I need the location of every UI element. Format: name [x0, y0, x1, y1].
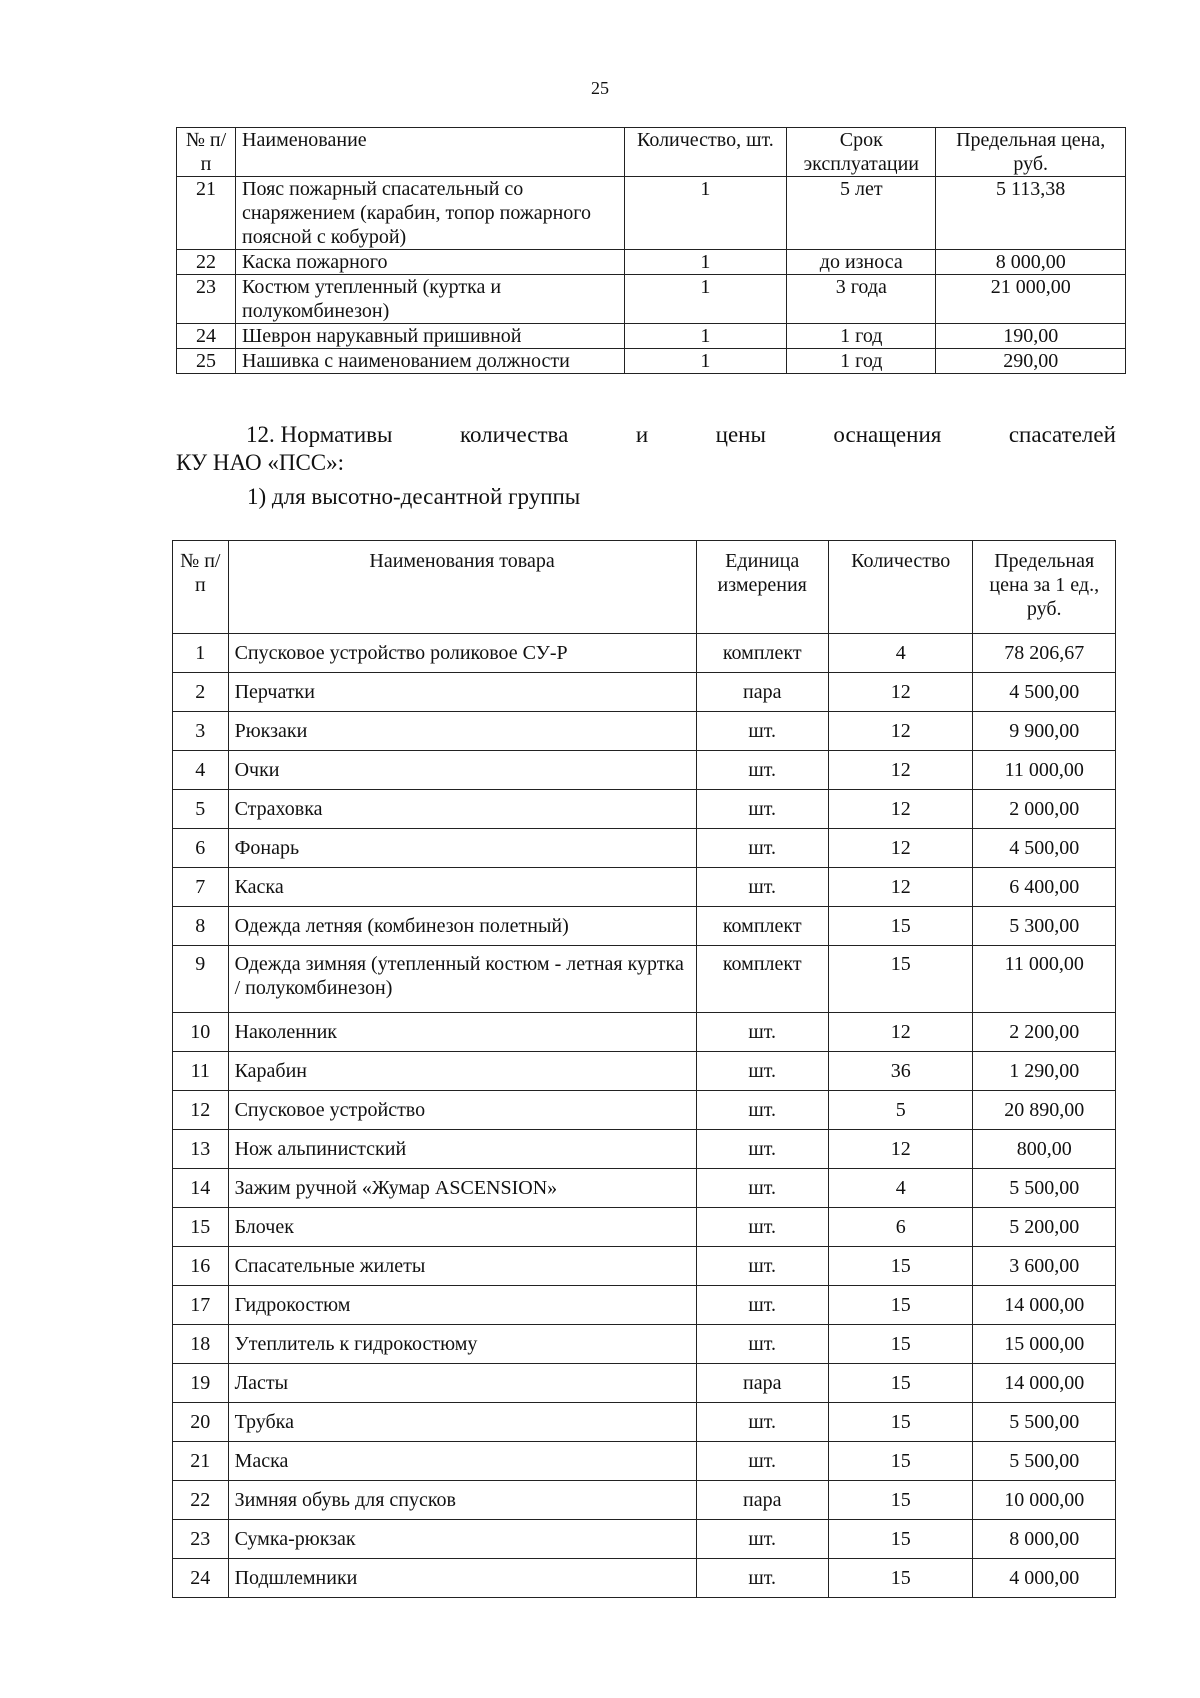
cell-price: 2 000,00 — [973, 790, 1116, 829]
cell-price: 8 000,00 — [936, 250, 1126, 275]
cell-price: 10 000,00 — [973, 1481, 1116, 1520]
table-row — [173, 1520, 1116, 1559]
cell-price: 2 200,00 — [973, 1013, 1116, 1052]
cell-name: Одежда зимняя (утепленный костюм - летная куртка / полукомбинезон) — [228, 946, 696, 1013]
table-row — [177, 324, 1126, 349]
cell-unit: шт. — [696, 1403, 828, 1442]
cell-name: Утеплитель к гидрокостюму — [228, 1325, 696, 1364]
cell-unit: шт. — [696, 1559, 828, 1598]
table-row — [173, 946, 1116, 1013]
cell-num: 14 — [173, 1169, 229, 1208]
cell-num: 1 — [173, 634, 229, 673]
cell-price: 5 500,00 — [973, 1403, 1116, 1442]
header-qty: Количество, шт. — [624, 128, 787, 177]
cell-name: Ласты — [228, 1364, 696, 1403]
cell-term: 1 год — [787, 349, 936, 374]
cell-unit: комплект — [696, 946, 828, 1013]
heading-word: спасателей — [1008, 422, 1116, 447]
cell-unit: шт. — [696, 790, 828, 829]
cell-name: Рюкзаки — [228, 712, 696, 751]
header-price: Предельная цена, руб. — [936, 128, 1126, 177]
table-row — [173, 751, 1116, 790]
cell-qty: 15 — [828, 1559, 973, 1598]
header-unit: Единица измерения — [696, 541, 828, 634]
cell-num: 21 — [177, 177, 236, 250]
cell-price: 21 000,00 — [936, 275, 1126, 324]
cell-unit: комплект — [696, 634, 828, 673]
table-row — [173, 1364, 1116, 1403]
cell-term: до износа — [787, 250, 936, 275]
cell-unit: шт. — [696, 751, 828, 790]
table2-body — [173, 634, 1116, 1598]
heading-word: цены — [715, 422, 766, 447]
cell-name: Трубка — [228, 1403, 696, 1442]
table-row — [173, 634, 1116, 673]
cell-num: 2 — [173, 673, 229, 712]
cell-name: Пояс пожарный спасательный со снаряжением (карабин, топор пожарного поясной с кобурой) — [236, 177, 625, 250]
cell-unit: шт. — [696, 1442, 828, 1481]
cell-qty: 12 — [828, 1130, 973, 1169]
cell-num: 25 — [177, 349, 236, 374]
cell-unit: шт. — [696, 1325, 828, 1364]
cell-price: 290,00 — [936, 349, 1126, 374]
cell-num: 23 — [173, 1520, 229, 1559]
cell-unit: шт. — [696, 1520, 828, 1559]
page-number: 25 — [591, 78, 609, 98]
table-row — [177, 275, 1126, 324]
cell-unit: шт. — [696, 1247, 828, 1286]
table-row — [173, 1169, 1116, 1208]
cell-num: 12 — [173, 1091, 229, 1130]
cell-qty: 15 — [828, 907, 973, 946]
cell-num: 21 — [173, 1442, 229, 1481]
table-row — [173, 1559, 1116, 1598]
cell-qty: 12 — [828, 751, 973, 790]
cell-unit: шт. — [696, 829, 828, 868]
section-heading-line1 — [176, 421, 1116, 449]
cell-name: Спасательные жилеты — [228, 1247, 696, 1286]
cell-price: 11 000,00 — [973, 751, 1116, 790]
cell-qty: 12 — [828, 673, 973, 712]
cell-price: 15 000,00 — [973, 1325, 1116, 1364]
cell-term: 3 года — [787, 275, 936, 324]
cell-name: Зажим ручной «Жумар ASCENSION» — [228, 1169, 696, 1208]
equipment-table-firefighter — [176, 127, 1126, 374]
cell-qty: 1 — [624, 324, 787, 349]
cell-unit: шт. — [696, 1286, 828, 1325]
cell-qty: 1 — [624, 275, 787, 324]
table-row — [173, 790, 1116, 829]
table-row — [173, 1325, 1116, 1364]
cell-name: Наколенник — [228, 1013, 696, 1052]
cell-name: Страховка — [228, 790, 696, 829]
cell-unit: шт. — [696, 1130, 828, 1169]
cell-qty: 6 — [828, 1208, 973, 1247]
cell-num: 11 — [173, 1052, 229, 1091]
table-row — [177, 250, 1126, 275]
table-row — [173, 673, 1116, 712]
cell-num: 18 — [173, 1325, 229, 1364]
equipment-table-airborne-group — [172, 540, 1116, 1598]
cell-name: Сумка-рюкзак — [228, 1520, 696, 1559]
cell-unit: шт. — [696, 1169, 828, 1208]
table-row — [173, 1130, 1116, 1169]
header-qty: Количество — [828, 541, 973, 634]
cell-price: 4 000,00 — [973, 1559, 1116, 1598]
header-num: № п/п — [173, 541, 229, 634]
cell-name: Шеврон нарукавный пришивной — [236, 324, 625, 349]
cell-num: 24 — [177, 324, 236, 349]
cell-num: 10 — [173, 1013, 229, 1052]
cell-name: Маска — [228, 1442, 696, 1481]
cell-name: Блочек — [228, 1208, 696, 1247]
cell-num: 8 — [173, 907, 229, 946]
cell-price: 9 900,00 — [973, 712, 1116, 751]
cell-num: 4 — [173, 751, 229, 790]
cell-price: 4 500,00 — [973, 829, 1116, 868]
table-row — [173, 868, 1116, 907]
heading-word: количества — [459, 422, 569, 447]
cell-price: 3 600,00 — [973, 1247, 1116, 1286]
cell-price: 1 290,00 — [973, 1052, 1116, 1091]
cell-qty: 1 — [624, 250, 787, 275]
cell-num: 22 — [173, 1481, 229, 1520]
cell-name: Гидрокостюм — [228, 1286, 696, 1325]
cell-qty: 4 — [828, 634, 973, 673]
table-row — [173, 829, 1116, 868]
cell-name: Каска — [228, 868, 696, 907]
cell-num: 23 — [177, 275, 236, 324]
table-row — [177, 177, 1126, 250]
cell-qty: 36 — [828, 1052, 973, 1091]
cell-name: Одежда летняя (комбинезон полетный) — [228, 907, 696, 946]
table-row — [173, 1442, 1116, 1481]
cell-qty: 15 — [828, 946, 973, 1013]
cell-qty: 15 — [828, 1286, 973, 1325]
cell-price: 8 000,00 — [973, 1520, 1116, 1559]
cell-num: 20 — [173, 1403, 229, 1442]
table-row — [173, 1403, 1116, 1442]
cell-name: Очки — [228, 751, 696, 790]
table-row — [173, 1013, 1116, 1052]
header-name: Наименования товара — [228, 541, 696, 634]
cell-num: 16 — [173, 1247, 229, 1286]
header-price: Предельная цена за 1 ед., руб. — [973, 541, 1116, 634]
cell-num: 5 — [173, 790, 229, 829]
table-header-row — [177, 128, 1126, 177]
cell-price: 78 206,67 — [973, 634, 1116, 673]
cell-unit: шт. — [696, 1052, 828, 1091]
cell-num: 15 — [173, 1208, 229, 1247]
cell-qty: 15 — [828, 1481, 973, 1520]
section-heading — [176, 421, 1116, 477]
heading-word: 12. Нормативы — [246, 422, 393, 447]
cell-qty: 4 — [828, 1169, 973, 1208]
cell-unit: шт. — [696, 1208, 828, 1247]
cell-price: 5 113,38 — [936, 177, 1126, 250]
cell-qty: 1 — [624, 177, 787, 250]
cell-qty: 12 — [828, 712, 973, 751]
table-row — [173, 1247, 1116, 1286]
heading-word: оснащения — [833, 422, 942, 447]
cell-qty: 15 — [828, 1247, 973, 1286]
cell-num: 9 — [173, 946, 229, 1013]
cell-unit: шт. — [696, 1013, 828, 1052]
cell-name: Спусковое устройство — [228, 1091, 696, 1130]
cell-price: 800,00 — [973, 1130, 1116, 1169]
cell-num: 24 — [173, 1559, 229, 1598]
cell-num: 17 — [173, 1286, 229, 1325]
header-term: Срок эксплуатации — [787, 128, 936, 177]
cell-unit: шт. — [696, 1091, 828, 1130]
table-row — [173, 1091, 1116, 1130]
cell-price: 11 000,00 — [973, 946, 1116, 1013]
cell-num: 19 — [173, 1364, 229, 1403]
cell-qty: 5 — [828, 1091, 973, 1130]
cell-name: Нашивка с наименованием должности — [236, 349, 625, 374]
cell-qty: 1 — [624, 349, 787, 374]
cell-unit: пара — [696, 673, 828, 712]
cell-price: 4 500,00 — [973, 673, 1116, 712]
table1-body — [177, 177, 1126, 374]
cell-name: Нож альпинистский — [228, 1130, 696, 1169]
table-row — [173, 1286, 1116, 1325]
cell-num: 22 — [177, 250, 236, 275]
cell-name: Зимняя обувь для спусков — [228, 1481, 696, 1520]
cell-unit: пара — [696, 1481, 828, 1520]
table-header-row — [173, 541, 1116, 634]
cell-name: Каска пожарного — [236, 250, 625, 275]
cell-unit: пара — [696, 1364, 828, 1403]
cell-price: 5 500,00 — [973, 1442, 1116, 1481]
header-name: Наименование — [236, 128, 625, 177]
section-heading-line2: КУ НАО «ПСС»: — [176, 450, 345, 475]
cell-price: 5 300,00 — [973, 907, 1116, 946]
cell-qty: 15 — [828, 1442, 973, 1481]
cell-qty: 15 — [828, 1520, 973, 1559]
cell-unit: шт. — [696, 868, 828, 907]
table-row — [173, 1208, 1116, 1247]
cell-qty: 12 — [828, 790, 973, 829]
table-row — [173, 1481, 1116, 1520]
cell-name: Фонарь — [228, 829, 696, 868]
cell-qty: 15 — [828, 1364, 973, 1403]
cell-qty: 12 — [828, 868, 973, 907]
cell-price: 5 500,00 — [973, 1169, 1116, 1208]
cell-price: 5 200,00 — [973, 1208, 1116, 1247]
cell-term: 5 лет — [787, 177, 936, 250]
cell-qty: 12 — [828, 829, 973, 868]
cell-num: 7 — [173, 868, 229, 907]
cell-name: Карабин — [228, 1052, 696, 1091]
heading-word: и — [635, 422, 649, 447]
cell-price: 14 000,00 — [973, 1364, 1116, 1403]
cell-qty: 12 — [828, 1013, 973, 1052]
cell-term: 1 год — [787, 324, 936, 349]
cell-qty: 15 — [828, 1403, 973, 1442]
table-row — [173, 907, 1116, 946]
cell-qty: 15 — [828, 1325, 973, 1364]
cell-price: 14 000,00 — [973, 1286, 1116, 1325]
cell-name: Спусковое устройство роликовое СУ-Р — [228, 634, 696, 673]
header-num: № п/п — [177, 128, 236, 177]
section-subheading: 1) для высотно-десантной группы — [247, 484, 581, 509]
cell-name: Костюм утепленный (куртка и полукомбинезон) — [236, 275, 625, 324]
table-row — [173, 712, 1116, 751]
cell-price: 6 400,00 — [973, 868, 1116, 907]
cell-num: 6 — [173, 829, 229, 868]
cell-unit: комплект — [696, 907, 828, 946]
table-row — [177, 349, 1126, 374]
cell-name: Подшлемники — [228, 1559, 696, 1598]
cell-num: 3 — [173, 712, 229, 751]
cell-price: 20 890,00 — [973, 1091, 1116, 1130]
table-row — [173, 1052, 1116, 1091]
cell-name: Перчатки — [228, 673, 696, 712]
cell-unit: шт. — [696, 712, 828, 751]
cell-num: 13 — [173, 1130, 229, 1169]
cell-price: 190,00 — [936, 324, 1126, 349]
